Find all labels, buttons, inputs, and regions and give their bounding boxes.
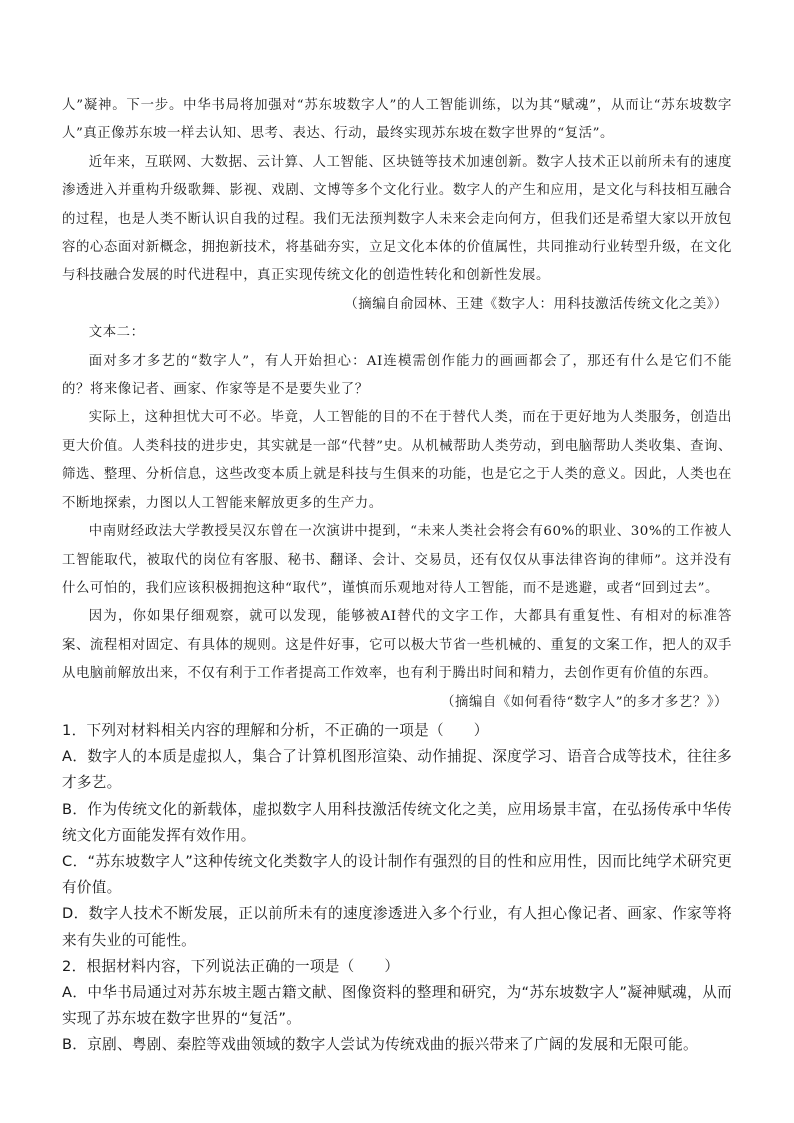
source-citation: （摘编自《如何看待“数字人”的多才多艺？》） bbox=[441, 694, 728, 710]
paragraph: 中南财经政法大学教授吴汉东曾在一次演讲中提到，“未来人类社会将会有60%的职业、30%的工作被人工智能取代，被取代的岗位有客服、秘书、翻译、会计、交易员，还有仅仅从事法律咨询的律师”。这并没有什么可怕的，我们应该积极拥抱这种“取代”，谨慎而乐观地对待人工智能，而不是逃避，或者“回到过去”。 bbox=[62, 524, 732, 596]
answer-option: A．中华书局通过对苏东坡主题古籍文献、图像资料的整理和研究，为“苏东坡数字人”凝神赋魂，从而实现了苏东坡在数字世界的“复活”。 bbox=[62, 983, 732, 1028]
document-page bbox=[62, 92, 732, 1059]
source-citation: （摘编自俞园林、王建《数字人：用科技激活传统文化之美》） bbox=[344, 296, 728, 312]
question-stem: 1．下列对材料相关内容的理解和分析，不正确的一项是（ ） bbox=[62, 721, 489, 739]
text-two-section bbox=[62, 319, 732, 717]
answer-option: B．京剧、粤剧、秦腔等戏曲领域的数字人尝试为传统戏曲的振兴带来了广阔的发展和无限可能。 bbox=[62, 1036, 698, 1054]
question-section bbox=[62, 718, 732, 1059]
answer-option: A．数字人的本质是虚拟人，集合了计算机图形渲染、动作捕捉、深度学习、语音合成等技术，往往多才多艺。 bbox=[62, 748, 732, 792]
paragraph: 面对多才多艺的“数字人”，有人开始担心：AI连模需创作能力的画画都会了，那还有什么是它们不能的？将来像记者、画家、作家等是不是要失业了？ bbox=[62, 353, 732, 398]
answer-option: D．数字人技术不断发展，正以前所未有的速度渗透进入多个行业，有人担心像记者、画家、作家等将来有失业的可能性。 bbox=[62, 905, 732, 949]
section-label: 文本二： bbox=[88, 325, 145, 341]
paragraph: 实际上，这种担忧大可不必。毕竟，人工智能的目的不在于替代人类，而在于更好地为人类服务，创造出更大价值。人类科技的进步史，其实就是一部“代替”史。从机械帮助人类劳动，到电脑帮助人类收集、查询、筛选、整理、分析信息，这些改变本质上就是科技与生俱来的功能，也是它之于人类的意义。因此，人类也在不断地探索，力图以人工智能来解放更多的生产力。 bbox=[62, 410, 732, 511]
question-stem: 2．根据材料内容，下列说法正确的一项是（ ） bbox=[62, 957, 400, 975]
paragraph: 人”凝神。下一步。中华书局将加强对“苏东坡数字人”的人工智能训练，以为其“赋魂”，从而让“苏东坡数字人”真正像苏东坡一样去认知、思考、表达、行动，最终实现苏东坡在数字世界的“复活”。 bbox=[62, 98, 732, 142]
text-one-section bbox=[62, 92, 732, 319]
answer-option: B．作为传统文化的新载体，虚拟数字人用科技激活传统文化之美，应用场景丰富，在弘扬传承中华传统文化方面能发挥有效作用。 bbox=[62, 800, 732, 844]
paragraph: 近年来，互联网、大数据、云计算、人工智能、区块链等技术加速创新。数字人技术正以前所未有的速度渗透进入并重构升级歌舞、影视、戏剧、文博等多个文化行业。数字人的产生和应用，是文化与科技相互融合的过程，也是人类不断认识自我的过程。我们无法预判数字人未来会走向何方，但我们还是希望大家以开放包容的心态面对新概念，拥抱新技术，将基础夯实，立足文化本体的价值属性，共同推动行业转型升级，在文化与科技融合发展的时代进程中，真正实现传统文化的创造性转化和创新性发展。 bbox=[62, 154, 732, 284]
paragraph: 因为，你如果仔细观察，就可以发现，能够被AI替代的文字工作，大都具有重复性、有相对的标准答案、流程相对固定、有具体的规则。这是件好事，它可以极大节省一些机械的、重复的文案工作，把人的双手从电脑前解放出来，不仅有利于工作者提高工作效率，也有利于腾出时间和精力，去创作更有价值的东西。 bbox=[62, 609, 732, 682]
answer-option: C．“苏东坡数字人”这种传统文化类数字人的设计制作有强烈的目的性和应用性，因而比纯学术研究更有价值。 bbox=[62, 852, 732, 897]
